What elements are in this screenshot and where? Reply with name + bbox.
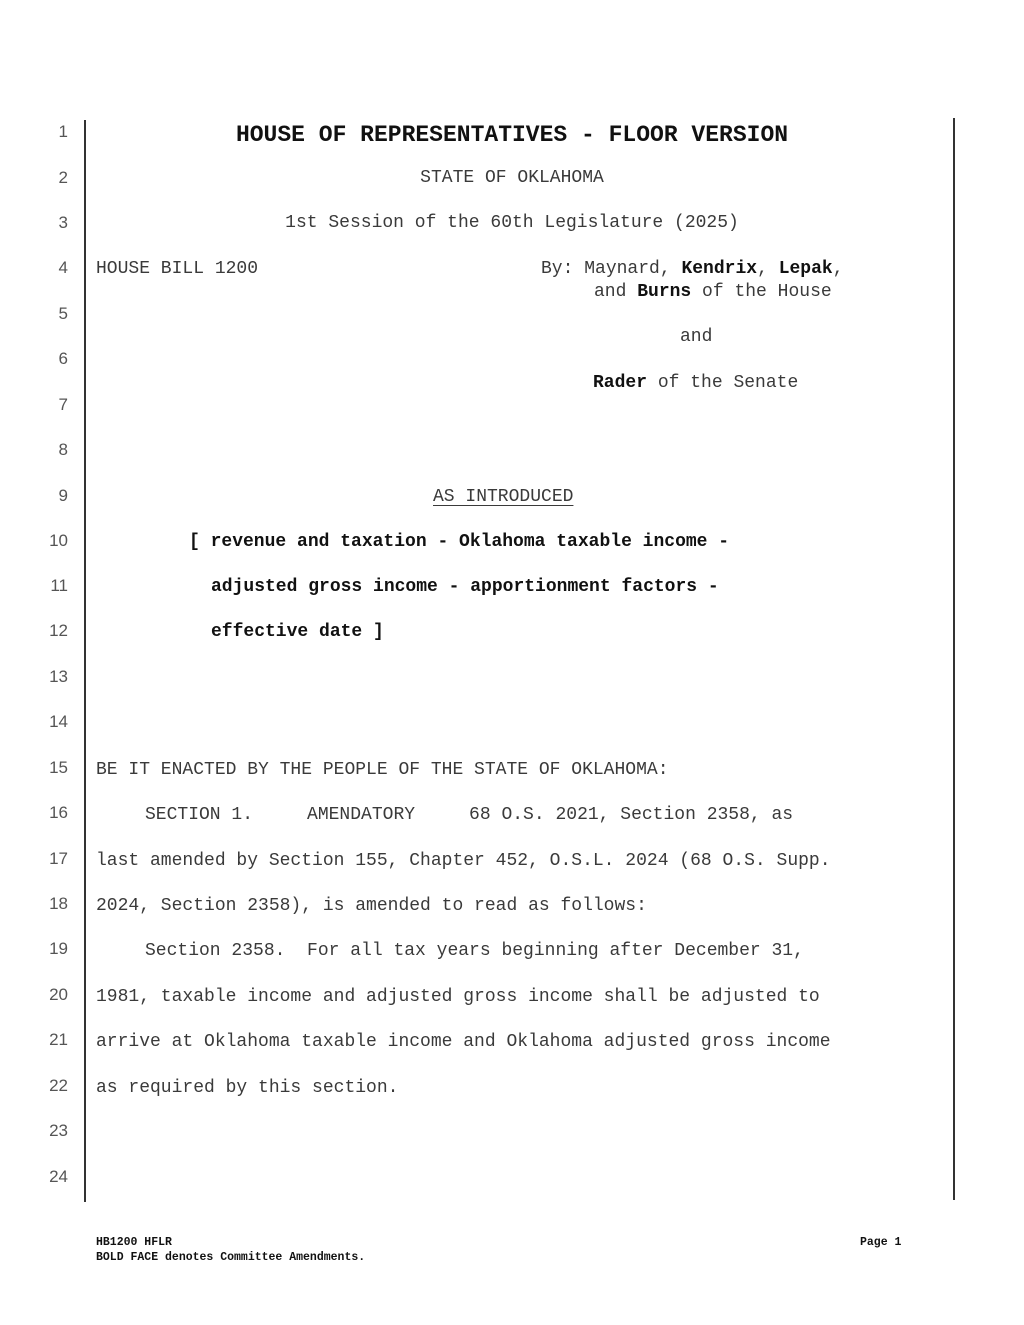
line-number: 20 — [49, 985, 68, 1004]
footer-note: BOLD FACE denotes Committee Amendments. — [96, 1251, 366, 1264]
line-number: 14 — [49, 712, 68, 731]
enacting-clause: BE IT ENACTED BY THE PEOPLE OF THE STATE OF OKLAHOMA: — [96, 760, 669, 780]
document-title: HOUSE OF REPRESENTATIVES - FLOOR VERSION — [235, 122, 789, 148]
line-number: 16 — [49, 803, 68, 822]
body-line: last amended by Section 155, Chapter 452, O.S.L. 2024 (68 O.S. Supp. — [96, 851, 831, 871]
house-authors-line-1: By: Maynard, Kendrix, Lepak, — [541, 259, 844, 279]
house-authors-line-2 — [594, 281, 832, 303]
author-name: Lepak — [778, 259, 833, 279]
author-name: Burns — [637, 282, 692, 302]
line-number: 7 — [58, 395, 68, 414]
line-number: 22 — [49, 1076, 68, 1095]
left-margin-rule — [84, 120, 86, 1202]
body-line: Section 2358. For all tax years beginning after December 31, — [145, 941, 804, 961]
line-number: 4 — [58, 258, 68, 277]
line-number: 10 — [49, 531, 68, 550]
page-number: Page 1 — [860, 1236, 902, 1249]
senate-suffix: of the Senate — [657, 373, 799, 393]
bill-status: AS INTRODUCED — [433, 487, 574, 507]
body-line: arrive at Oklahoma taxable income and Oklahoma adjusted gross income — [96, 1032, 831, 1052]
author-name: Maynard — [584, 259, 660, 279]
line-number: 9 — [58, 486, 68, 505]
line-number: 3 — [58, 213, 68, 232]
by-label: By: — [541, 259, 574, 279]
line-number: 11 — [50, 576, 68, 595]
line-number: 15 — [49, 758, 68, 777]
session-info: 1st Session of the 60th Legislature (2025) — [285, 213, 739, 233]
line-number: 1 — [58, 122, 68, 141]
line-number: 17 — [49, 849, 68, 868]
chamber-separator: and — [680, 327, 713, 347]
line-number: 19 — [49, 939, 68, 958]
section-heading: SECTION 1. AMENDATORY 68 O.S. 2021, Section 2358, as — [145, 805, 794, 825]
body-line: as required by this section. — [96, 1078, 399, 1098]
author-name: Rader — [593, 373, 648, 393]
line-number: 5 — [58, 304, 68, 323]
house-suffix: of the House — [702, 282, 832, 302]
line-number: 13 — [49, 667, 68, 686]
author-name: Kendrix — [681, 259, 758, 279]
state-name: STATE OF OKLAHOMA — [420, 168, 604, 188]
line-number: 23 — [49, 1121, 68, 1140]
line-number: 2 — [58, 168, 68, 187]
subject-line: adjusted gross income - apportionment factors - — [211, 577, 719, 597]
line-number: 24 — [49, 1167, 68, 1186]
line-number: 18 — [49, 894, 68, 913]
bill-number: HOUSE BILL 1200 — [96, 259, 259, 279]
line-number: 6 — [58, 349, 68, 368]
body-line: 2024, Section 2358), is amended to read as follows: — [96, 896, 647, 916]
line-number: 12 — [49, 621, 68, 640]
and-word: and — [594, 282, 627, 302]
subject-line: [ revenue and taxation - Oklahoma taxable income - — [189, 532, 730, 552]
subject-line: effective date ] — [211, 622, 384, 642]
senate-authors — [593, 372, 798, 394]
footer-doc-id: HB1200 HFLR — [96, 1236, 172, 1249]
line-number: 8 — [58, 440, 68, 459]
body-line: 1981, taxable income and adjusted gross income shall be adjusted to — [96, 987, 820, 1007]
line-number: 21 — [49, 1030, 68, 1049]
right-margin-rule — [953, 118, 955, 1200]
